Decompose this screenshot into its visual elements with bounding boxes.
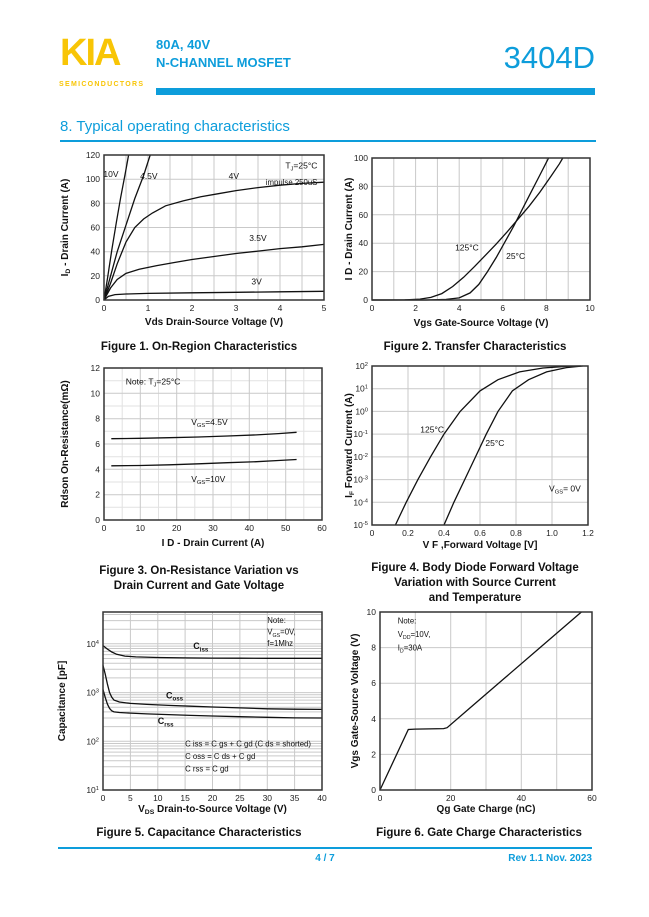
svg-text:60: 60 — [317, 523, 327, 533]
svg-text:Capacitance [pF]: Capacitance [pF] — [57, 660, 68, 742]
svg-text:0: 0 — [371, 785, 376, 795]
svg-text:1.2: 1.2 — [582, 528, 594, 538]
svg-text:f=1Mhz: f=1Mhz — [267, 639, 294, 649]
svg-text:Rdson On-Resistance(mΩ): Rdson On-Resistance(mΩ) — [60, 380, 71, 508]
svg-text:C oss = C ds + C gd: C oss = C ds + C gd — [185, 752, 256, 762]
svg-text:100: 100 — [353, 153, 368, 163]
svg-text:120: 120 — [85, 150, 100, 160]
svg-text:10-2: $10^{-2}$ — [353, 451, 368, 462]
svg-text:impulse 250uS: impulse 250uS — [265, 178, 318, 188]
svg-text:C rss = C gd: C rss = C gd — [185, 764, 229, 774]
svg-text:0: 0 — [101, 523, 107, 533]
svg-text:3V: 3V — [251, 276, 262, 287]
svg-text:ID=30A: $I_D=30A$ — [397, 643, 423, 655]
svg-text:4: 4 — [277, 303, 283, 313]
svg-text:Vds Drain-Source Voltage (V): Vds Drain-Source Voltage (V) — [144, 317, 284, 328]
svg-text:2: 2 — [189, 303, 195, 313]
svg-text:4V: 4V — [228, 171, 240, 182]
svg-text:Coss: $C_{oss}$ — [166, 690, 184, 703]
svg-text:0: 0 — [363, 295, 368, 305]
figure-3-caption: Figure 3. On-Resistance Variation vs Drain Current and Gate Voltage — [99, 565, 299, 592]
svg-text:103: $10^3$ — [86, 687, 99, 698]
svg-text:20: 20 — [90, 270, 100, 281]
svg-text:10: 10 — [585, 303, 595, 313]
svg-text:50: 50 — [280, 523, 291, 533]
svg-text:100: 100 — [85, 174, 100, 185]
svg-text:10: 10 — [135, 523, 146, 533]
svg-text:60: 60 — [90, 222, 100, 233]
svg-text:4: 4 — [95, 464, 100, 475]
svg-text:25°C: 25°C — [506, 250, 526, 261]
svg-text:Note:: Note: — [397, 616, 417, 626]
svg-text:20: 20 — [445, 793, 456, 803]
svg-text:101: $10^1$ — [355, 383, 368, 394]
svg-text:35: 35 — [289, 793, 300, 803]
svg-text:0.4: 0.4 — [438, 528, 450, 538]
svg-text:125°C: 125°C — [455, 242, 479, 253]
svg-text:104: $10^4$ — [86, 638, 99, 649]
svg-text:10: 10 — [90, 388, 100, 399]
svg-text:VGS= 0V: $V_{GS}= 0V$ — [549, 483, 581, 496]
figure-5-caption: Figure 5. Capacitance Characteristics — [96, 827, 302, 839]
svg-text:TJ=25°C: $T_J=25^\circ C$ — [285, 160, 318, 173]
svg-text:Crss: $C_{rss}$ — [157, 716, 174, 729]
figure-2-chart — [345, 146, 605, 332]
svg-text:80: 80 — [90, 198, 100, 209]
svg-text:10: 10 — [366, 607, 376, 617]
svg-text:40: 40 — [90, 246, 100, 257]
svg-text:100: $10^0$ — [355, 406, 368, 417]
revision-label: Rev 1.1 Nov. 2023 — [508, 853, 592, 864]
svg-text:8: 8 — [95, 413, 100, 424]
svg-text:0: 0 — [100, 793, 106, 803]
svg-text:0: 0 — [101, 303, 107, 313]
svg-text:8: 8 — [371, 642, 376, 653]
svg-text:10-5: $10^{-5}$ — [353, 520, 368, 530]
svg-text:0.8: 0.8 — [510, 528, 522, 538]
svg-text:8: 8 — [544, 303, 549, 313]
svg-text:60: 60 — [587, 793, 597, 803]
svg-text:5: 5 — [128, 793, 133, 803]
svg-text:4.5V: 4.5V — [140, 171, 158, 182]
svg-text:15: 15 — [180, 793, 190, 803]
svg-text:Note: TJ=25°C: Note: $T_J=25^\circ C$ — [125, 376, 181, 389]
svg-text:V F ,Forward Voltage [V]: V F ,Forward Voltage [V] — [422, 540, 538, 551]
svg-text:Ciss: $C_{iss}$ — [193, 641, 209, 654]
svg-text:80: 80 — [358, 181, 368, 192]
svg-text:6: 6 — [371, 678, 376, 689]
svg-text:101: $10^1$ — [86, 785, 99, 795]
svg-text:125°C: 125°C — [420, 424, 444, 435]
svg-text:Qg Gate Charge (nC): Qg Gate Charge (nC) — [436, 804, 536, 815]
svg-text:40: 40 — [358, 238, 368, 249]
part-number: 3404D — [503, 40, 595, 75]
svg-text:VDS Drain-to-Source Voltage (: $V_{DS}$ Drain-to-Source Voltage (V) — [138, 804, 287, 817]
svg-text:10V: 10V — [103, 168, 119, 179]
device-rating: 80A, 40V — [156, 37, 211, 52]
svg-text:1: 1 — [145, 303, 151, 313]
svg-text:ID - Drain Current (A): $I_D$ - Drain Current (A) — [60, 178, 73, 277]
figure-5-chart — [56, 602, 342, 818]
svg-text:6: 6 — [95, 439, 100, 449]
svg-text:20: 20 — [171, 523, 182, 533]
svg-text:10-4: $10^{-4}$ — [353, 497, 368, 508]
logo-subtitle: SEMICONDUCTORS — [59, 81, 145, 88]
header-divider — [156, 88, 595, 95]
svg-text:25°C: 25°C — [485, 438, 505, 448]
svg-text:0: 0 — [95, 295, 100, 305]
svg-text:Vgs Gate-Source Voltage (V): Vgs Gate-Source Voltage (V) — [350, 633, 361, 769]
svg-text:60: 60 — [358, 209, 368, 220]
svg-text:2: 2 — [371, 749, 376, 760]
svg-text:10-1: $10^{-1}$ — [353, 429, 368, 440]
svg-text:0: 0 — [95, 515, 100, 525]
svg-text:20: 20 — [358, 266, 368, 277]
svg-text:VDD=10V,: $V_{DD}=10V$, — [397, 629, 431, 642]
figure-1-chart — [58, 146, 340, 331]
svg-text:40: 40 — [516, 793, 527, 803]
figure-6-chart — [350, 602, 608, 818]
figure-1-caption: Figure 1. On-Region Characteristics — [100, 341, 298, 353]
svg-text:C iss = C gs + C gd (C ds = sh: C iss = C gs + C gd (C ds = shorted) — [185, 739, 311, 749]
svg-text:40: 40 — [317, 793, 327, 803]
svg-text:0.2: 0.2 — [402, 528, 414, 538]
svg-text:1.0: 1.0 — [546, 528, 558, 538]
svg-text:0: 0 — [377, 793, 383, 803]
svg-text:10-3: $10^{-3}$ — [353, 474, 368, 485]
device-summary — [156, 36, 291, 72]
svg-text:2: 2 — [413, 303, 418, 313]
device-type: N-CHANNEL MOSFET — [156, 55, 291, 70]
svg-text:2: 2 — [95, 489, 100, 500]
kia-logo: KIA — [60, 32, 120, 74]
figure-6-caption: Figure 6. Gate Charge Characteristics — [376, 827, 582, 839]
figure-4-chart — [345, 358, 605, 554]
svg-text:VGS=10V: $V_{GS}=10V$ — [191, 474, 226, 487]
svg-text:5: 5 — [321, 303, 327, 313]
svg-text:0: 0 — [369, 528, 375, 538]
svg-text:25: 25 — [235, 793, 245, 803]
svg-text:6: 6 — [500, 303, 506, 313]
svg-text:I D - Drain Current (A): I D - Drain Current (A) — [161, 538, 265, 549]
svg-text:102: $10^2$ — [355, 361, 368, 371]
svg-text:3: 3 — [233, 303, 239, 313]
svg-text:10: 10 — [153, 793, 163, 803]
svg-text:4: 4 — [456, 303, 462, 313]
page-number: 4 / 7 — [315, 853, 335, 864]
svg-text:VGS=0V,: $V_{GS}=0V$, — [267, 627, 296, 639]
figure-2-caption: Figure 2. Transfer Characteristics — [383, 341, 567, 353]
svg-text:Note:: Note: — [267, 615, 286, 625]
svg-text:3.5V: 3.5V — [249, 232, 267, 243]
svg-text:30: 30 — [262, 793, 273, 803]
svg-text:12: 12 — [90, 363, 100, 373]
svg-text:VGS=4.5V: $V_{GS}=4.5V$ — [191, 417, 228, 430]
footer-divider — [58, 847, 592, 849]
svg-text:I D - Drain Current (A): I D - Drain Current (A) — [344, 177, 355, 281]
svg-text:Vgs Gate-Source Voltage (V): Vgs Gate-Source Voltage (V) — [413, 318, 549, 329]
figure-4-caption: Figure 4. Body Diode Forward Voltage Variation with Source Current and Temperature — [371, 562, 579, 604]
svg-text:0: 0 — [369, 303, 375, 313]
svg-text:20: 20 — [207, 793, 218, 803]
svg-text:30: 30 — [208, 523, 218, 533]
svg-text:0.6: 0.6 — [474, 528, 486, 538]
section-title: 8. Typical operating characteristics — [60, 118, 596, 142]
svg-text:40: 40 — [244, 523, 255, 533]
figure-3-chart — [58, 360, 340, 552]
svg-text:IF Forward Current (A): $I_F$ Forward Current (A) — [344, 393, 357, 498]
svg-text:4: 4 — [371, 713, 376, 724]
svg-text:102: $10^2$ — [86, 736, 99, 747]
